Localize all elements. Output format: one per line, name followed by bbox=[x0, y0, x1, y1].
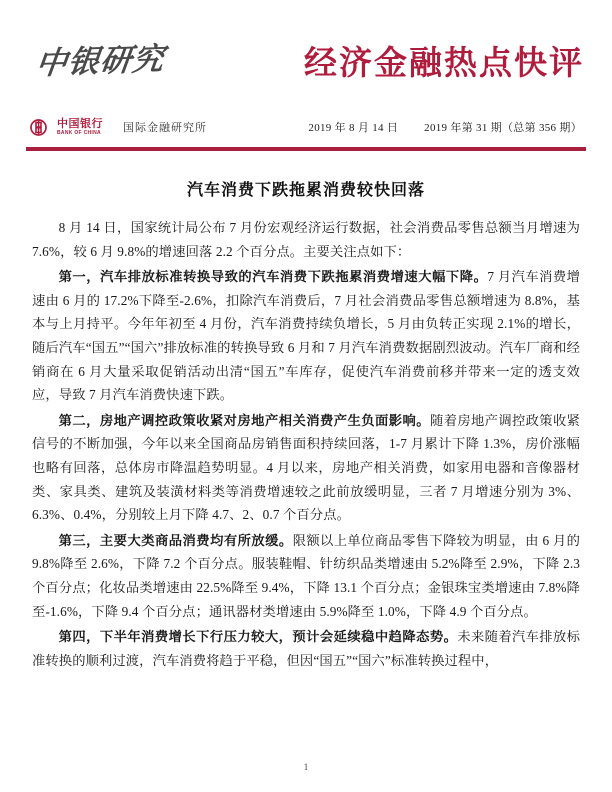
page-number: 1 bbox=[303, 762, 309, 772]
paragraph-lead-text: 8 月 14 日，国家统计局公布 7 月份宏观经济运行数据，社会消费品零售总额当月增速为 7.6%，较 6 月 9.8%的增速回落 2.2 个百分点。主要关注点如下： bbox=[32, 220, 580, 259]
paragraph-point-2-text: 随着房地产调控政策收紧信号的不断加强，今年以来全国商品房销售面积持续回落，1-7 月累计下降 1.3%，房价涨幅也略有回落，总体房市降温趋势明显。4 月以来，房地产相关消费，如家用电器和音像器材类、家具类、建筑及装潢材料类等消费增速较之此前放缓明显，三者 7 月增速分别为 3%、6.3%、0.4%，分别较上月下降 4.7、2、0.7 个百分点。 bbox=[32, 412, 580, 523]
bank-name-cn: 中国银行 bbox=[57, 117, 103, 130]
institute-name: 国际金融研究所 bbox=[123, 122, 207, 134]
bank-identity bbox=[30, 119, 207, 136]
paragraph-point-2 bbox=[32, 409, 580, 527]
brand-script-logo: 中银研究 bbox=[33, 41, 167, 81]
header-divider bbox=[26, 147, 586, 151]
publication-date: 2019 年 8 月 14 日 bbox=[308, 122, 399, 134]
bank-of-china-logo-icon bbox=[30, 119, 47, 136]
masthead-subheader bbox=[26, 112, 586, 142]
paragraph-point-1 bbox=[32, 265, 580, 407]
paragraph-point-3 bbox=[32, 529, 580, 623]
paragraph-point-3-text: 限额以上单位商品零售下降较为明显，由 6 月的 9.8%降至 2.6%，下降 7.2 个百分点。服装鞋帽、针纺织品类增速由 5.2%降至 2.9%，下降 2.3 个百分点；化妆品类增速由 22.5%降至 9.4%，下降 13.1 个百分点；金银珠宝类增速由 7.8%降至-1.6%，下降 9.4 个百分点；通讯器材类增速由 5.9%降至 1.0%，下降 4.9 个百分点。 bbox=[32, 532, 580, 619]
issue-info bbox=[308, 119, 582, 135]
paragraph-point-3-heading: 第三，主要大类商品消费均有所放缓。 bbox=[58, 532, 293, 548]
publication-title: 经济金融热点快评 bbox=[304, 44, 584, 81]
paragraph-point-4 bbox=[32, 625, 580, 672]
article-title: 汽车消费下跌拖累消费较快回落 bbox=[186, 182, 425, 199]
paragraph-point-4-text: 未来随着汽车排放标准转换的顺利过渡，汽车消费将趋于平稳，但因“国五”“国六”标准转换过程中， bbox=[32, 629, 580, 668]
paragraph-point-1-heading: 第一，汽车排放标准转换导致的汽车消费下跌拖累消费增速大幅下降。 bbox=[58, 269, 488, 285]
paragraph-point-2-heading: 第二，房地产调控政策收紧对房地产相关消费产生负面影响。 bbox=[58, 412, 431, 428]
paragraph-point-1-text: 7 月汽车消费增速由 6 月的 17.2%下降至-2.6%，扣除汽车消费后，7 月社会消费品零售总额增速为 8.8%，基本与上月持平。今年年初至 4 月份，汽车消费持续负增长，5 月由负转正实现 2.1%的增长，随后汽车“国五”“国六”排放标准的转换导致 6 月和 7 月汽车消费数据剧烈波动。汽车厂商和经销商在 6 月大量采取促销活动出清“国五”车库存，促使汽车消费前移并带来一定的透支效应，导致 7 月汽车消费快速下跌。 bbox=[32, 269, 580, 403]
issue-number: 2019 年第 31 期（总第 356 期） bbox=[424, 122, 582, 134]
page-footer bbox=[0, 762, 612, 772]
bank-name-en: BANK OF CHINA bbox=[57, 129, 101, 136]
article-body bbox=[26, 177, 586, 672]
bank-name-block bbox=[57, 119, 103, 136]
paragraph-lead bbox=[32, 216, 580, 263]
paragraph-point-4-heading: 第四，下半年消费增长下行压力较大，预计会延续稳中趋降态势。 bbox=[58, 629, 458, 645]
masthead bbox=[26, 0, 586, 112]
